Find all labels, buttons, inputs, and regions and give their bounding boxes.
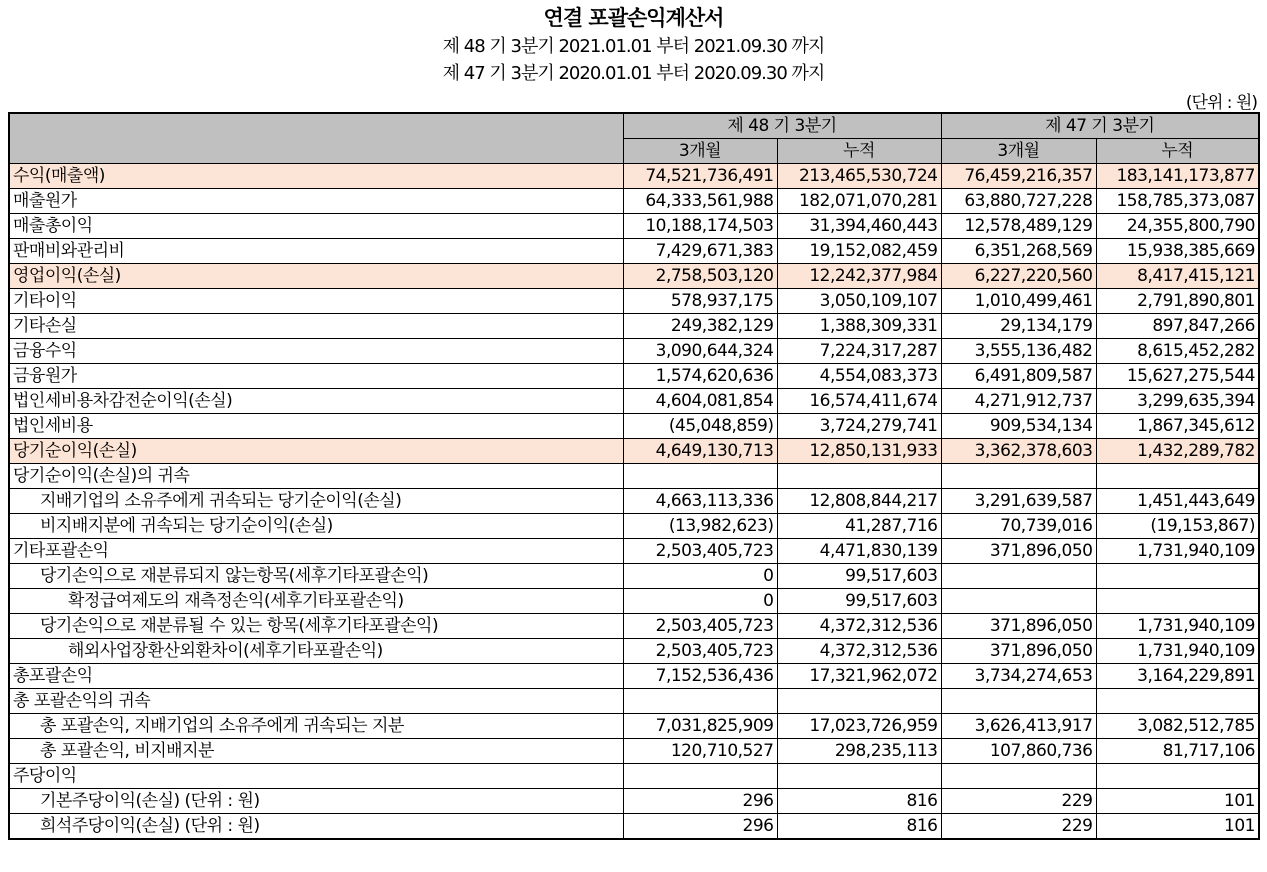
- row-label: 법인세비용: [9, 414, 623, 439]
- period-prior: 제 47 기 3분기 2020.01.01 부터 2020.09.30 까지: [442, 63, 825, 84]
- row-label: 매출원가: [9, 189, 623, 214]
- value-cell: 6,491,809,587: [941, 364, 1096, 389]
- row-label: 주당이익: [9, 764, 623, 789]
- value-cell: 70,739,016: [941, 514, 1096, 539]
- row-label: 희석주당이익(손실) (단위 : 원): [9, 814, 623, 840]
- table-row: [9, 689, 1259, 714]
- row-label: 기타포괄손익: [9, 539, 623, 564]
- value-cell: 101: [1096, 789, 1259, 814]
- row-label: 기본주당이익(손실) (단위 : 원): [9, 789, 623, 814]
- value-cell: [777, 764, 941, 789]
- value-cell: 12,850,131,933: [777, 439, 941, 464]
- table-row: [9, 314, 1259, 339]
- value-cell: 229: [941, 814, 1096, 840]
- value-cell: [1096, 564, 1259, 589]
- value-cell: 24,355,800,790: [1096, 214, 1259, 239]
- value-cell: 3,362,378,603: [941, 439, 1096, 464]
- value-cell: 7,429,671,383: [623, 239, 777, 264]
- value-cell: 8,615,452,282: [1096, 339, 1259, 364]
- header-account: [9, 113, 623, 164]
- value-cell: 371,896,050: [941, 639, 1096, 664]
- value-cell: 4,271,912,737: [941, 389, 1096, 414]
- value-cell: 29,134,179: [941, 314, 1096, 339]
- value-cell: [941, 589, 1096, 614]
- value-cell: [1096, 464, 1259, 489]
- value-cell: 3,626,413,917: [941, 714, 1096, 739]
- header-prior-3m: 3개월: [941, 139, 1096, 164]
- value-cell: (45,048,859): [623, 414, 777, 439]
- value-cell: 64,333,561,988: [623, 189, 777, 214]
- table-row: [9, 414, 1259, 439]
- table-row: [9, 239, 1259, 264]
- value-cell: 2,503,405,723: [623, 639, 777, 664]
- value-cell: 31,394,460,443: [777, 214, 941, 239]
- row-label: 당기손익으로 재분류되지 않는항목(세후기타포괄손익): [9, 564, 623, 589]
- table-row: [9, 564, 1259, 589]
- value-cell: 15,938,385,669: [1096, 239, 1259, 264]
- value-cell: [623, 464, 777, 489]
- value-cell: 1,432,289,782: [1096, 439, 1259, 464]
- value-cell: 15,627,275,544: [1096, 364, 1259, 389]
- value-cell: 17,321,962,072: [777, 664, 941, 689]
- value-cell: 816: [777, 789, 941, 814]
- value-cell: [941, 464, 1096, 489]
- value-cell: 12,808,844,217: [777, 489, 941, 514]
- value-cell: 101: [1096, 814, 1259, 840]
- row-label: 당기손익으로 재분류될 수 있는 항목(세후기타포괄손익): [9, 614, 623, 639]
- row-label: 금융원가: [9, 364, 623, 389]
- value-cell: 120,710,527: [623, 739, 777, 764]
- value-cell: 4,554,083,373: [777, 364, 941, 389]
- value-cell: 6,227,220,560: [941, 264, 1096, 289]
- value-cell: 2,791,890,801: [1096, 289, 1259, 314]
- value-cell: 4,649,130,713: [623, 439, 777, 464]
- header-prior-cum: 누적: [1096, 139, 1259, 164]
- table-row: [9, 739, 1259, 764]
- row-label: 총포괄손익: [9, 664, 623, 689]
- value-cell: [1096, 764, 1259, 789]
- value-cell: 298,235,113: [777, 739, 941, 764]
- value-cell: 107,860,736: [941, 739, 1096, 764]
- table-row: [9, 439, 1259, 464]
- value-cell: 4,604,081,854: [623, 389, 777, 414]
- value-cell: 296: [623, 814, 777, 840]
- value-cell: 0: [623, 589, 777, 614]
- value-cell: 2,503,405,723: [623, 614, 777, 639]
- row-label: 해외사업장환산외환차이(세후기타포괄손익): [9, 639, 623, 664]
- period-current: 제 48 기 3분기 2021.01.01 부터 2021.09.30 까지: [442, 36, 825, 57]
- value-cell: 183,141,173,877: [1096, 164, 1259, 189]
- row-label: 총 포괄손익의 귀속: [9, 689, 623, 714]
- value-cell: 19,152,082,459: [777, 239, 941, 264]
- row-label: 법인세비용차감전순이익(손실): [9, 389, 623, 414]
- value-cell: 4,471,830,139: [777, 539, 941, 564]
- value-cell: [941, 689, 1096, 714]
- value-cell: [777, 689, 941, 714]
- row-label: 영업이익(손실): [9, 264, 623, 289]
- table-row: [9, 814, 1259, 840]
- row-label: 총 포괄손익, 비지배지분: [9, 739, 623, 764]
- value-cell: 1,867,345,612: [1096, 414, 1259, 439]
- value-cell: 4,663,113,336: [623, 489, 777, 514]
- row-label: 지배기업의 소유주에게 귀속되는 당기순이익(손실): [9, 489, 623, 514]
- value-cell: 2,503,405,723: [623, 539, 777, 564]
- row-label: 매출총이익: [9, 214, 623, 239]
- value-cell: 2,758,503,120: [623, 264, 777, 289]
- value-cell: 1,451,443,649: [1096, 489, 1259, 514]
- value-cell: 3,164,229,891: [1096, 664, 1259, 689]
- value-cell: 3,082,512,785: [1096, 714, 1259, 739]
- value-cell: 816: [777, 814, 941, 840]
- value-cell: 1,731,940,109: [1096, 614, 1259, 639]
- value-cell: 12,242,377,984: [777, 264, 941, 289]
- table-row: [9, 389, 1259, 414]
- value-cell: 1,731,940,109: [1096, 539, 1259, 564]
- table-row: [9, 539, 1259, 564]
- value-cell: [623, 764, 777, 789]
- value-cell: 371,896,050: [941, 539, 1096, 564]
- table-row: [9, 164, 1259, 189]
- table-row: [9, 789, 1259, 814]
- value-cell: 17,023,726,959: [777, 714, 941, 739]
- row-label: 확정급여제도의 재측정손익(세후기타포괄손익): [9, 589, 623, 614]
- value-cell: 909,534,134: [941, 414, 1096, 439]
- value-cell: (13,982,623): [623, 514, 777, 539]
- value-cell: 4,372,312,536: [777, 639, 941, 664]
- table-row: [9, 589, 1259, 614]
- value-cell: 8,417,415,121: [1096, 264, 1259, 289]
- value-cell: 249,382,129: [623, 314, 777, 339]
- value-cell: 3,555,136,482: [941, 339, 1096, 364]
- row-label: 당기순이익(손실)의 귀속: [9, 464, 623, 489]
- value-cell: 16,574,411,674: [777, 389, 941, 414]
- value-cell: 1,388,309,331: [777, 314, 941, 339]
- value-cell: 0: [623, 564, 777, 589]
- value-cell: 7,224,317,287: [777, 339, 941, 364]
- table-row: [9, 639, 1259, 664]
- value-cell: [777, 464, 941, 489]
- table-row: [9, 714, 1259, 739]
- table-row: [9, 464, 1259, 489]
- unit-label: (단위 : 원): [1185, 93, 1257, 113]
- value-cell: 99,517,603: [777, 564, 941, 589]
- table-row: [9, 264, 1259, 289]
- value-cell: [941, 564, 1096, 589]
- value-cell: 81,717,106: [1096, 739, 1259, 764]
- value-cell: [1096, 689, 1259, 714]
- header-current-cum: 누적: [777, 139, 941, 164]
- row-label: 기타이익: [9, 289, 623, 314]
- header-current-3m: 3개월: [623, 139, 777, 164]
- value-cell: 41,287,716: [777, 514, 941, 539]
- table-row: [9, 614, 1259, 639]
- value-cell: 182,071,070,281: [777, 189, 941, 214]
- value-cell: 76,459,216,357: [941, 164, 1096, 189]
- value-cell: 10,188,174,503: [623, 214, 777, 239]
- value-cell: 229: [941, 789, 1096, 814]
- value-cell: [623, 689, 777, 714]
- value-cell: 296: [623, 789, 777, 814]
- value-cell: 74,521,736,491: [623, 164, 777, 189]
- income-statement-table: [8, 112, 1260, 840]
- value-cell: 3,090,644,324: [623, 339, 777, 364]
- row-label: 금융수익: [9, 339, 623, 364]
- value-cell: 63,880,727,228: [941, 189, 1096, 214]
- value-cell: 7,031,825,909: [623, 714, 777, 739]
- table-row: [9, 289, 1259, 314]
- table-row: [9, 514, 1259, 539]
- row-label: 수익(매출액): [9, 164, 623, 189]
- table-row: [9, 764, 1259, 789]
- value-cell: 3,299,635,394: [1096, 389, 1259, 414]
- value-cell: [1096, 589, 1259, 614]
- value-cell: 6,351,268,569: [941, 239, 1096, 264]
- row-label: 총 포괄손익, 지배기업의 소유주에게 귀속되는 지분: [9, 714, 623, 739]
- value-cell: 4,372,312,536: [777, 614, 941, 639]
- row-label: 기타손실: [9, 314, 623, 339]
- value-cell: (19,153,867): [1096, 514, 1259, 539]
- table-row: [9, 489, 1259, 514]
- value-cell: [941, 764, 1096, 789]
- table-row: [9, 364, 1259, 389]
- value-cell: 3,050,109,107: [777, 289, 941, 314]
- value-cell: 371,896,050: [941, 614, 1096, 639]
- row-label: 판매비와관리비: [9, 239, 623, 264]
- document-title: 연결 포괄손익계산서: [543, 6, 724, 30]
- table-row: [9, 189, 1259, 214]
- table-row: [9, 214, 1259, 239]
- value-cell: 3,291,639,587: [941, 489, 1096, 514]
- value-cell: 3,734,274,653: [941, 664, 1096, 689]
- row-label: 비지배지분에 귀속되는 당기순이익(손실): [9, 514, 623, 539]
- value-cell: 1,731,940,109: [1096, 639, 1259, 664]
- value-cell: 158,785,373,087: [1096, 189, 1259, 214]
- table-row: [9, 339, 1259, 364]
- value-cell: 1,574,620,636: [623, 364, 777, 389]
- value-cell: 3,724,279,741: [777, 414, 941, 439]
- value-cell: 213,465,530,724: [777, 164, 941, 189]
- value-cell: 12,578,489,129: [941, 214, 1096, 239]
- header-prior-period: 제 47 기 3분기: [941, 113, 1259, 139]
- table-row: [9, 664, 1259, 689]
- header-current-period: 제 48 기 3분기: [623, 113, 941, 139]
- value-cell: 897,847,266: [1096, 314, 1259, 339]
- value-cell: 7,152,536,436: [623, 664, 777, 689]
- value-cell: 99,517,603: [777, 589, 941, 614]
- value-cell: 578,937,175: [623, 289, 777, 314]
- value-cell: 1,010,499,461: [941, 289, 1096, 314]
- row-label: 당기순이익(손실): [9, 439, 623, 464]
